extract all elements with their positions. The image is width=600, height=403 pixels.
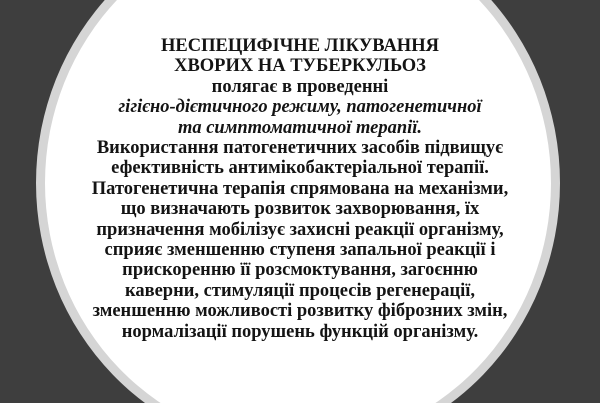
body-line-4: що визначають розвиток захворювання, їх (120, 199, 480, 220)
slide-text-block (0, 36, 600, 342)
body-line-5: призначення мобілізує захисні реакції організму, (96, 219, 504, 240)
emphasis-line-2: та симптоматичної терапії. (177, 117, 423, 138)
title-line-2: ХВОРИХ НА ТУБЕРКУЛЬОЗ (174, 56, 426, 77)
body-line-3: Патогенетична терапія спрямована на механізми, (91, 178, 509, 199)
body-line-1: Використання патогенетичних засобів підвищує (96, 138, 504, 159)
body-line-10: нормалізації порушень функцій організму. (121, 321, 479, 342)
body-line-8: каверни, стимуляції процесів регенерації, (124, 280, 476, 301)
body-line-2: ефективність антимікобактеріальної терапії. (111, 158, 489, 179)
body-line-6: сприяє зменшенню ступеня запальної реакції і (104, 240, 496, 261)
subtitle: полягає в проведенні (211, 76, 389, 97)
title-line-1: НЕСПЕЦИФІЧНЕ ЛІКУВАННЯ (161, 36, 439, 56)
body-line-7: прискоренню її розсмоктування, загоєнню (122, 260, 478, 281)
body-line-9: зменшенню можливості розвитку фіброзних змін, (92, 301, 508, 322)
emphasis-line-1: гігієно-дієтичного режиму, патогенетичної (118, 97, 482, 118)
